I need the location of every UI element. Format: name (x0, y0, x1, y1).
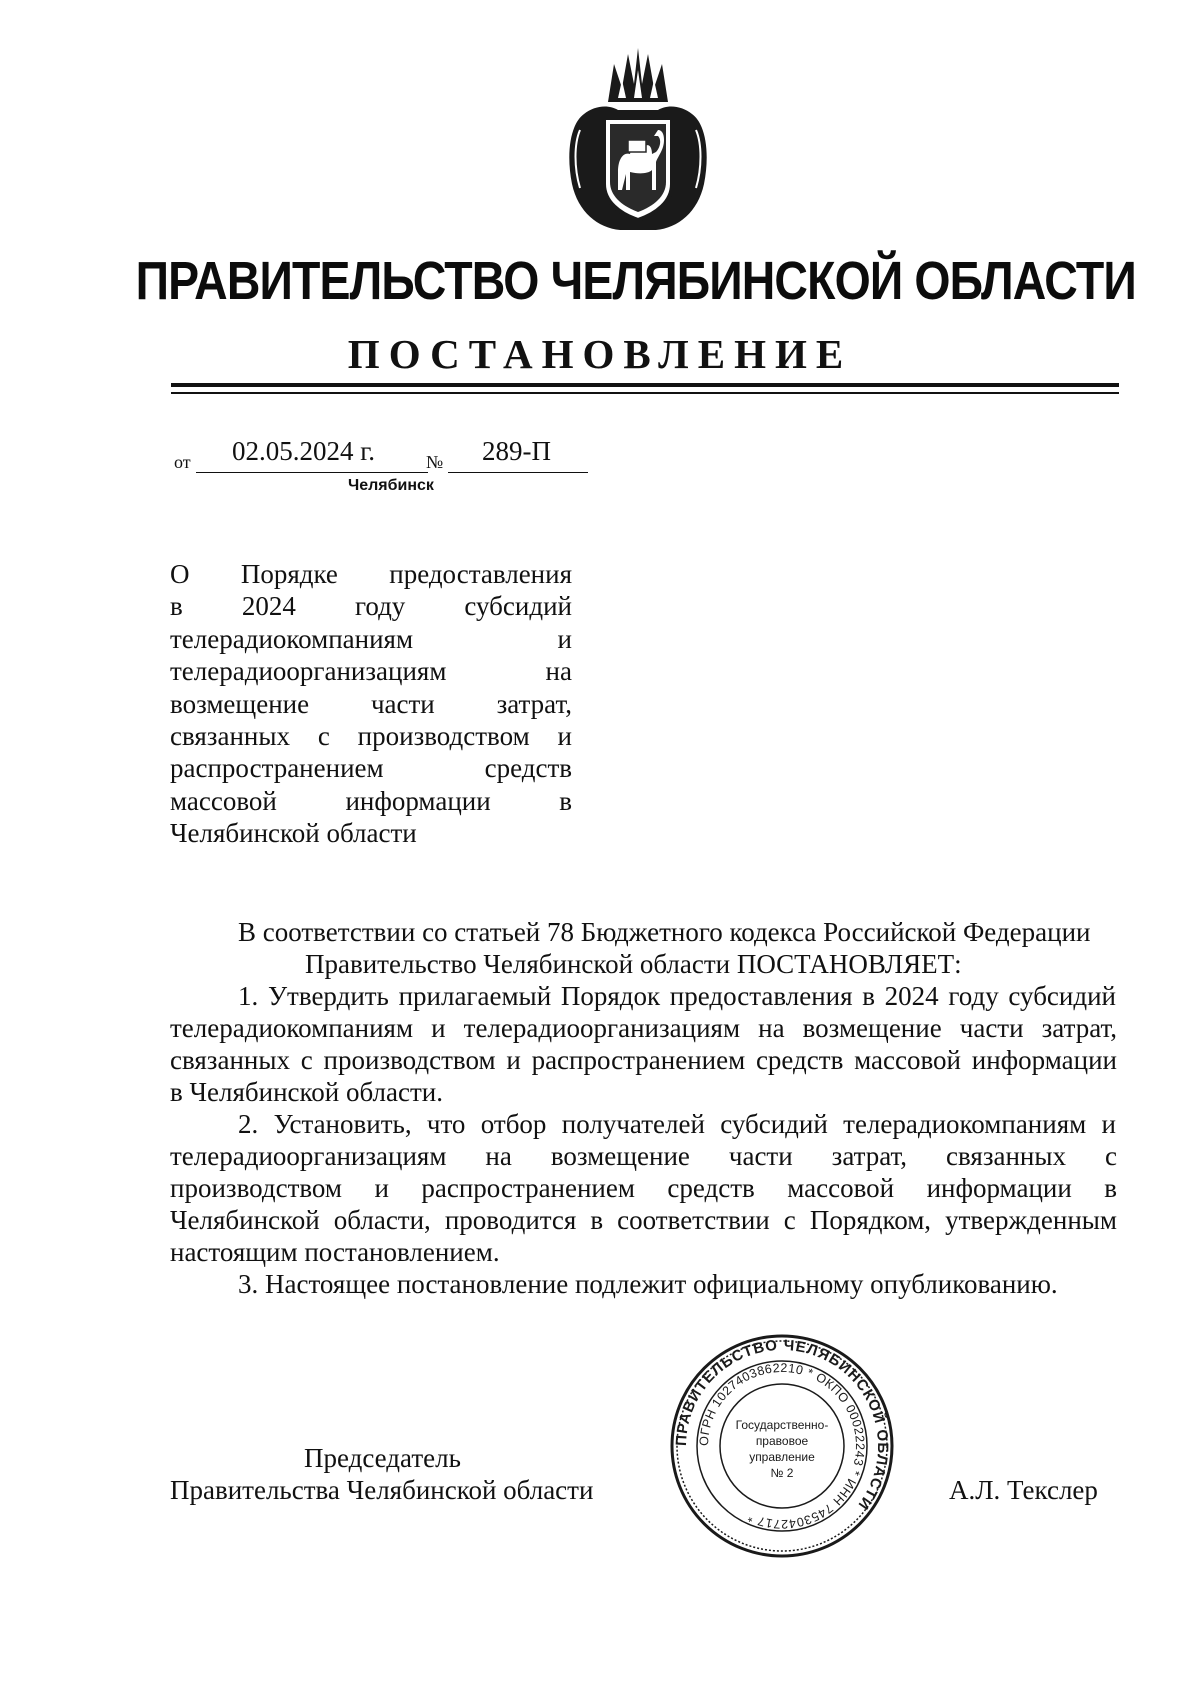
seal-center-line: управление (749, 1450, 815, 1464)
document-subject (170, 558, 572, 850)
body-line: производством и распространением средств массовой информации в (170, 1173, 1117, 1203)
body-line: телерадиокомпаниям и телерадиоорганизациям на возмещение части затрат, (170, 1013, 1117, 1043)
city-label: Челябинск (348, 477, 434, 494)
document-number: 289-П (482, 436, 551, 466)
body-line-preamble: В соответствии со статьей 78 Бюджетного кодекса Российской Федерации (238, 917, 1091, 947)
subject-line: связанных с производством и (170, 721, 572, 752)
date-underline (196, 472, 428, 473)
subject-line: О Порядке предоставления (170, 559, 572, 589)
seal-center-line: № 2 (770, 1466, 794, 1480)
seal-outer-text: ПРАВИТЕЛЬСТВО ЧЕЛЯБИНСКОЙ ОБЛАСТИ (672, 1336, 892, 1514)
seal-center-line: правовое (755, 1434, 809, 1448)
subject-line: Челябинской области (170, 818, 417, 849)
date-from-label: от (174, 452, 191, 472)
signatory-title: Председатель (304, 1443, 461, 1473)
official-seal-icon (669, 1333, 895, 1559)
document-type: ПОСТАНОВЛЕНИЕ (347, 331, 853, 377)
subject-line: возмещение части затрат, (170, 688, 572, 719)
document-date: 02.05.2024 г. (232, 436, 376, 466)
subject-line: в 2024 году субсидий (170, 591, 572, 622)
body-line-item-2: 2. Установить, что отбор получателей субсидий телерадиокомпаниям и (238, 1109, 1116, 1139)
seal-ring-text: ОГРН 1027403862210 * ОКПО 00022243 * ИНН 7453042717 * (696, 1360, 868, 1532)
signatory-organization: Правительства Челябинской области (170, 1475, 594, 1505)
subject-line: распространением средств (170, 753, 572, 784)
coat-of-arms-icon (564, 44, 712, 232)
body-line: Челябинской области, проводится в соответствии с Порядком, утвержденным (170, 1205, 1117, 1235)
number-underline (448, 472, 588, 473)
body-line: настоящим постановлением. (170, 1237, 500, 1267)
header-rule-thin (171, 392, 1119, 394)
body-line-item-3: 3. Настоящее постановление подлежит официальному опубликованию. (238, 1269, 1058, 1299)
subject-line: телерадиоорганизациям на (170, 656, 572, 687)
body-line: телерадиоорганизациям на возмещение части затрат, связанных с (170, 1141, 1117, 1171)
body-line: в Челябинской области. (170, 1077, 443, 1107)
body-line-resolves: Правительство Челябинской области ПОСТАНОВЛЯЕТ: (305, 949, 962, 979)
seal-center-line: Государственно- (735, 1418, 829, 1432)
body-line: связанных с производством и распространением средств массовой информации (170, 1045, 1117, 1075)
subject-line: телерадиокомпаниям и (170, 623, 572, 654)
subject-line: массовой информации в (170, 785, 572, 816)
signatory-name: А.Л. Текслер (949, 1475, 1098, 1505)
body-line-item-1: 1. Утвердить прилагаемый Порядок предоставления в 2024 году субсидий (238, 981, 1116, 1011)
number-sign: № (426, 452, 444, 472)
government-title: ПРАВИТЕЛЬСТВО ЧЕЛЯБИНСКОЙ ОБЛАСТИ (135, 251, 1136, 311)
header-rule-thick (171, 383, 1119, 387)
